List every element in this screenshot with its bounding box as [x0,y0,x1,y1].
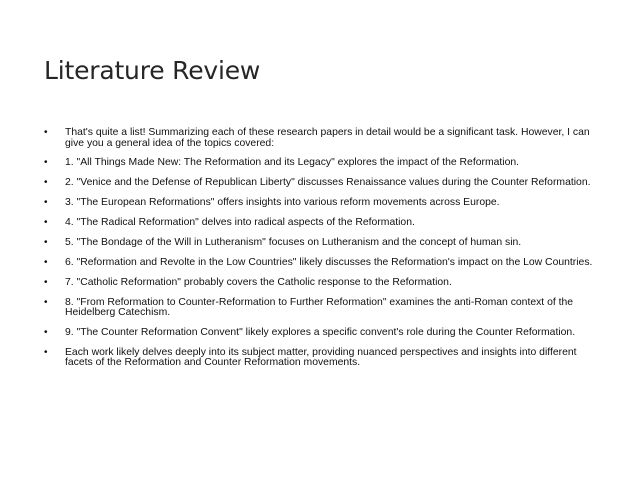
bullet-text: 7. "Catholic Reformation" probably covers the Catholic response to the Reformation. [65,276,452,288]
bullet-text: That's quite a list! Summarizing each of these research papers in detail would be a significant task. However, I can give you a general idea of the topics covered: [65,127,590,149]
bullet-item-5 [44,238,596,249]
bullet-item-2 [44,178,596,189]
bullet-dot-icon: • [44,276,48,288]
bullet-item-9 [44,328,596,339]
slide-title: Literature Review [44,56,261,85]
bullet-dot-icon: • [44,157,48,169]
bullet-dot-icon: • [44,256,48,268]
bullet-item-8 [44,298,596,319]
bullet-item-6 [44,258,596,269]
bullet-dot-icon: • [44,236,48,248]
bullet-item-4 [44,218,596,229]
bullet-dot-icon: • [44,217,48,229]
bullet-text: 6. "Reformation and Revolte in the Low Countries" likely discusses the Reformation's impact on the Low Countries. [65,256,593,268]
bullet-text: 4. "The Radical Reformation" delves into radical aspects of the Reformation. [65,217,415,229]
bullet-text: 8. "From Reformation to Counter-Reformation to Further Reformation" examines the anti-Roman context of the Heidelberg Catechism. [65,296,574,319]
bullet-dot-icon: • [44,296,48,308]
bullet-dot-icon: • [44,127,48,138]
bullet-text: Each work likely delves deeply into its subject matter, providing nuanced perspectives and insights into different facets of the Reformation and Counter Reformation movements. [65,346,577,369]
bullet-text: 5. "The Bondage of the Will in Lutheranism" focuses on Lutheranism and the concept of human sin. [65,236,522,248]
bullet-item-intro [44,128,596,149]
bullet-text: 2. "Venice and the Defense of Republican Liberty" discusses Renaissance values during the Counter Reformation. [65,177,591,189]
bullet-list [44,128,596,378]
bullet-item-3 [44,198,596,209]
bullet-text: 3. "The European Reformations" offers insights into various reform movements across Europe. [65,197,500,209]
bullet-dot-icon: • [44,327,48,339]
bullet-item-summary [44,348,596,369]
bullet-dot-icon: • [44,197,48,209]
bullet-item-7 [44,278,596,289]
bullet-text: 9. "The Counter Reformation Convent" likely explores a specific convent's role during the Counter Reformation. [65,327,576,339]
bullet-dot-icon: • [44,177,48,189]
bullet-item-1 [44,158,596,169]
bullet-dot-icon: • [44,346,48,358]
bullet-text: 1. "All Things Made New: The Reformation and its Legacy" explores the impact of the Reformation. [65,157,520,169]
